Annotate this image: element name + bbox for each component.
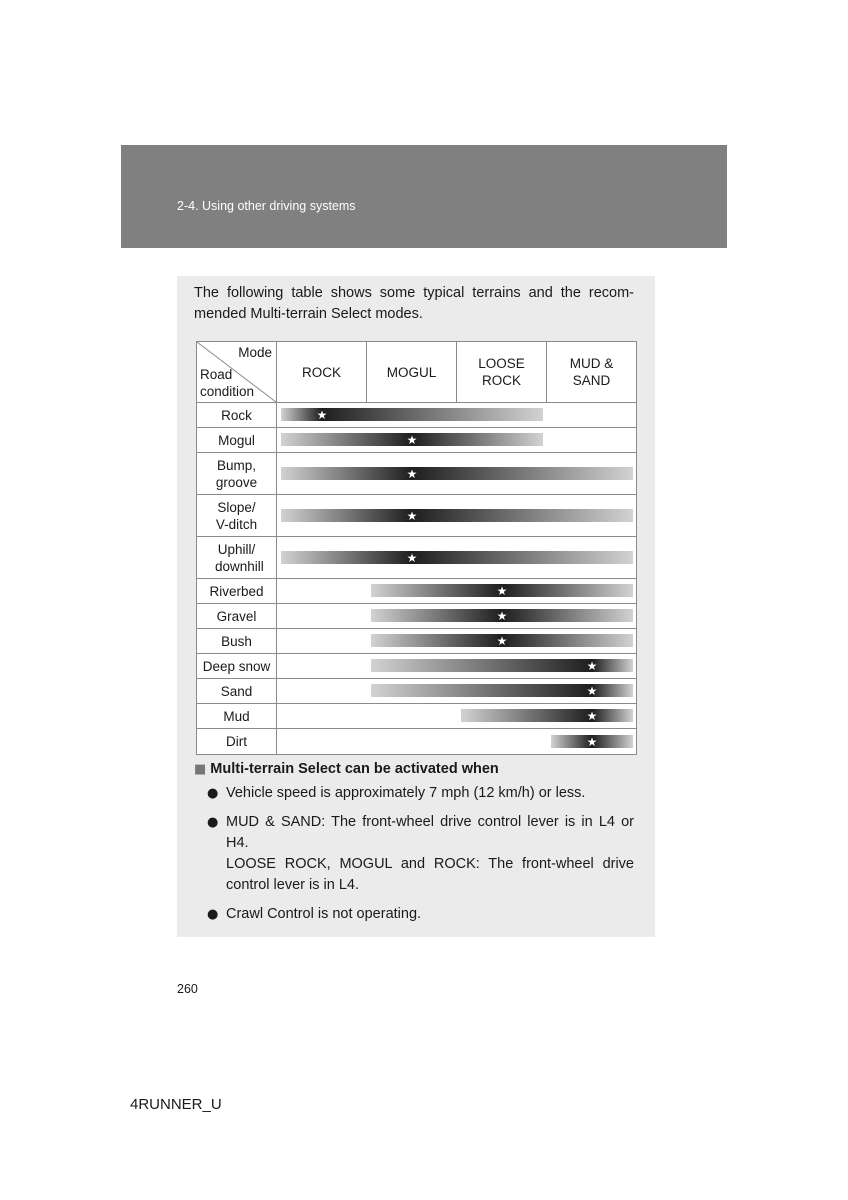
loose-rock-mogul-rock-condition: LOOSE ROCK, MOGUL and ROCK: The front-wheel drive control lever is in L4.	[226, 856, 634, 893]
bullet-icon: ●	[207, 786, 219, 801]
recommended-star-icon: ★	[586, 683, 598, 698]
table-row	[197, 654, 637, 679]
column-header-mud-sand	[547, 342, 637, 403]
recommended-star-icon: ★	[316, 407, 328, 422]
condition-text	[226, 812, 634, 896]
condition-text: Vehicle speed is approximately 7 mph (12 km/h) or less.	[226, 785, 586, 801]
table-row	[197, 428, 637, 453]
road-condition-cell: Gravel	[197, 604, 277, 629]
section-title: 2-4. Using other driving systems	[177, 199, 356, 213]
condition-label: condition	[200, 384, 255, 399]
road-condition-cell: Mud	[197, 704, 277, 729]
column-label: MOGUL	[386, 364, 437, 380]
column-header-loose-rock	[457, 342, 547, 403]
model-code: 4RUNNER_U	[130, 1096, 222, 1113]
table-row	[197, 604, 637, 629]
mode-range-bar	[281, 467, 633, 480]
terrain-mode-table	[196, 341, 637, 755]
road-condition-cell: Dirt	[197, 729, 277, 755]
mode-range-cell	[277, 428, 637, 453]
list-item	[207, 904, 634, 925]
list-item	[207, 783, 634, 804]
table-row	[197, 679, 637, 704]
mode-range-cell	[277, 654, 637, 679]
column-header-rock	[277, 342, 367, 403]
recommended-star-icon: ★	[496, 583, 508, 598]
table-row	[197, 629, 637, 654]
road-condition-cell: Deep snow	[197, 654, 277, 679]
mode-range-cell	[277, 704, 637, 729]
road-condition-cell: Uphill/ downhill	[197, 537, 277, 579]
mode-range-bar	[281, 509, 633, 522]
header-band	[121, 145, 727, 248]
recommended-star-icon: ★	[496, 633, 508, 648]
road-condition-cell: Rock	[197, 403, 277, 428]
road-condition-cell: Slope/ V-ditch	[197, 495, 277, 537]
intro-text: The following table shows some typical terrains and the recom-mended Multi-terrain Select modes.	[194, 285, 634, 322]
road-condition-cell: Bump, groove	[197, 453, 277, 495]
recommended-star-icon: ★	[406, 432, 418, 447]
mode-range-bar	[461, 709, 633, 722]
mode-range-cell	[277, 679, 637, 704]
column-label: LOOSE ROCK	[478, 356, 525, 388]
recommended-star-icon: ★	[586, 658, 598, 673]
mode-range-cell	[277, 629, 637, 654]
column-label: MUD & SAND	[569, 356, 614, 388]
bullet-icon: ●	[207, 907, 219, 922]
mode-range-cell	[277, 453, 637, 495]
road-label: Road	[200, 367, 233, 382]
mode-range-cell	[277, 729, 637, 755]
page-number: 260	[177, 982, 198, 996]
recommended-star-icon: ★	[586, 734, 598, 749]
recommended-star-icon: ★	[406, 466, 418, 481]
condition-text: Crawl Control is not operating.	[226, 906, 422, 922]
activation-heading-text: Multi-terrain Select can be activated when	[210, 761, 499, 777]
mode-range-cell	[277, 537, 637, 579]
road-condition-cell: Bush	[197, 629, 277, 654]
road-condition-label	[200, 366, 254, 400]
table-row	[197, 579, 637, 604]
mode-range-cell	[277, 579, 637, 604]
column-header-mogul	[367, 342, 457, 403]
activation-heading	[194, 761, 499, 777]
mode-label: Mode	[238, 345, 272, 360]
mode-range-cell	[277, 604, 637, 629]
column-label: ROCK	[301, 364, 341, 380]
bullet-icon: ●	[207, 815, 219, 830]
recommended-star-icon: ★	[406, 550, 418, 565]
table-corner-header	[197, 342, 277, 403]
mode-range-bar	[281, 551, 633, 564]
content-box	[177, 276, 655, 937]
table-row	[197, 453, 637, 495]
mode-range-cell	[277, 403, 637, 428]
road-condition-cell: Mogul	[197, 428, 277, 453]
road-condition-cell: Sand	[197, 679, 277, 704]
mode-range-cell	[277, 495, 637, 537]
table-row	[197, 704, 637, 729]
road-condition-cell: Riverbed	[197, 579, 277, 604]
list-item	[207, 812, 634, 896]
table-row	[197, 495, 637, 537]
table-row	[197, 403, 637, 428]
recommended-star-icon: ★	[586, 708, 598, 723]
mud-sand-condition: MUD & SAND: The front-wheel drive control lever is in L4 or H4.	[226, 814, 634, 851]
table-row	[197, 729, 637, 755]
recommended-star-icon: ★	[406, 508, 418, 523]
recommended-star-icon: ★	[496, 608, 508, 623]
table-row	[197, 537, 637, 579]
square-bullet-icon: ■	[194, 762, 207, 777]
activation-conditions	[207, 783, 634, 933]
